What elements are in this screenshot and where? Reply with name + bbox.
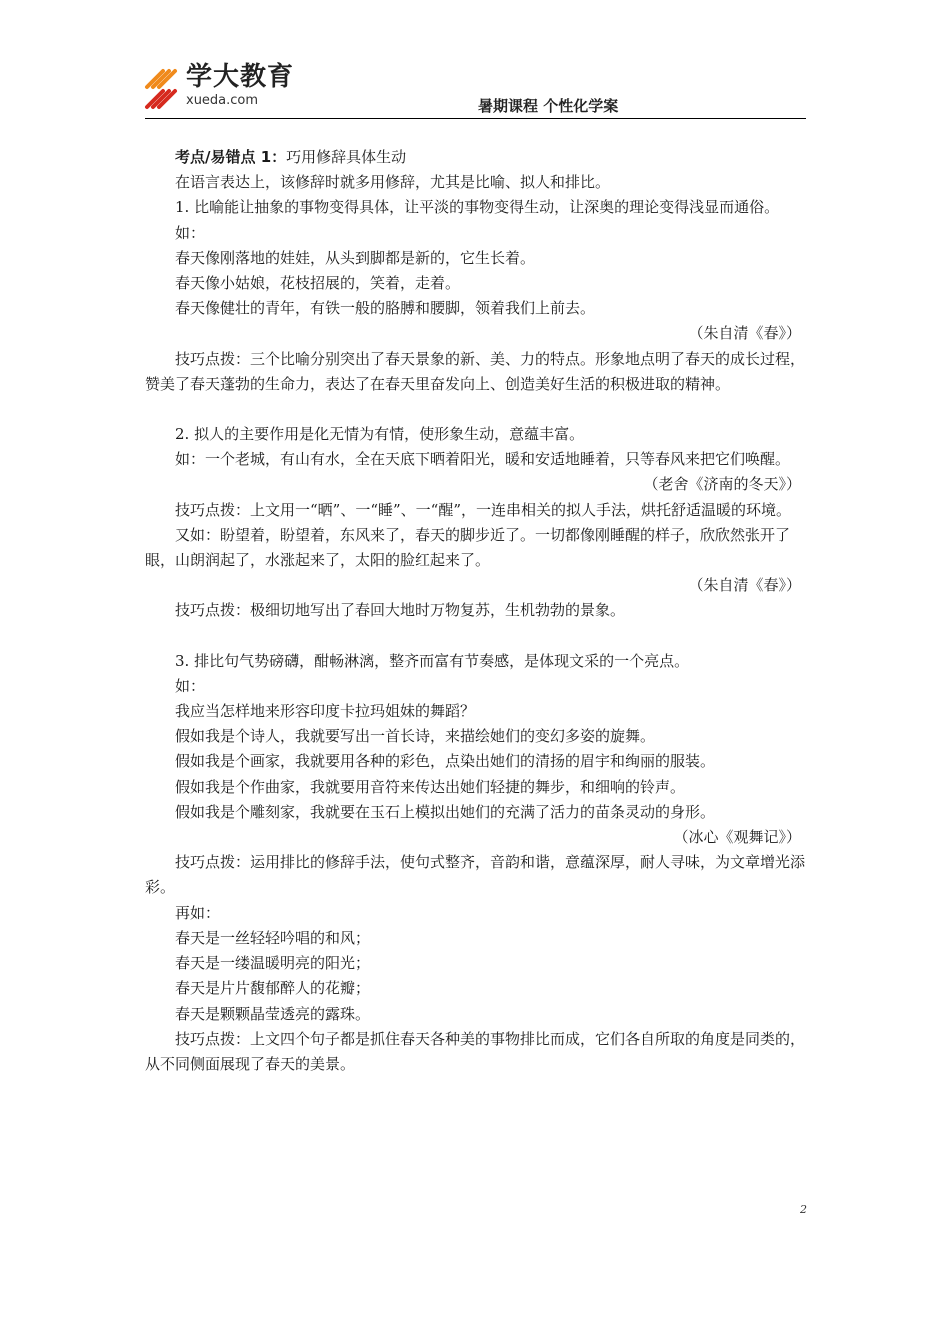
metaphor-point: 1. 比喻能让抽象的事物变得具体，让平淡的事物变得生动，让深奥的理论变得浅显而通俗。 [175, 198, 780, 217]
heading-text: 巧用修辞具体生动 [286, 148, 407, 166]
page-number: 2 [800, 1203, 807, 1216]
example-line: 假如我是个雕刻家，我就要在玉石上模拟出她们的充满了活力的苗条灵动的身形。 [175, 802, 716, 821]
tip-paragraph: 技巧点拨：运用排比的修辞手法，使句式整齐，音韵和谐，意蕴深厚，耐人寻味，为文章增光添彩。 [145, 853, 806, 897]
page-header [0, 0, 950, 125]
example-label: 如： [175, 223, 206, 242]
example-line: 春天是一缕温暖明亮的阳光； [175, 954, 371, 973]
source-citation: （老舍《济南的冬天》） [643, 475, 801, 494]
spacer [145, 397, 807, 422]
tip-paragraph: 技巧点拨：极细切地写出了春回大地时万物复苏，生机勃勃的景象。 [175, 601, 626, 620]
source-citation: （冰心《观舞记》） [673, 828, 801, 847]
header-divider [145, 118, 806, 119]
example-line: 假如我是个诗人，我就要写出一首长诗，来描绘她们的变幻多姿的旋舞。 [175, 727, 656, 746]
document-body [145, 145, 807, 1077]
course-title: 暑期课程 个性化学案 [478, 97, 619, 115]
example-line: 我应当怎样地来形容印度卡拉玛姐妹的舞蹈？ [175, 702, 476, 721]
tip-paragraph: 技巧点拨：上文四个句子都是抓住春天各种美的事物排比而成，它们各自所取的角度是同类的，从不同侧面展现了春天的美景。 [145, 1029, 806, 1073]
example-line: 春天是片片馥郁醉人的花瓣； [175, 979, 371, 998]
parallelism-point: 3. 排比句气势磅礴，酣畅淋漓，整齐而富有节奏感，是体现文采的一个亮点。 [175, 651, 690, 670]
example-label: 再如： [175, 903, 221, 922]
personification-point: 2. 拟人的主要作用是化无情为有情，使形象生动，意蕴丰富。 [175, 425, 585, 444]
example-line: 假如我是个画家，我就要用各种的彩色，点染出她们的清扬的眉宇和绚丽的服装。 [175, 752, 716, 771]
heading-label: 考点/易错点 1： [175, 148, 287, 166]
tip-paragraph: 技巧点拨：上文用一“晒”、一“睡”、一“醒”，一连串相关的拟人手法，烘托舒适温暖的环境。 [175, 500, 792, 519]
source-citation: （朱自清《春》） [688, 324, 801, 343]
example-line: 春天像小姑娘，花枝招展的，笑着，走着。 [175, 274, 461, 293]
source-citation: （朱自清《春》） [688, 576, 801, 595]
example-paragraph: 如：一个老城，有山有水，全在天底下晒着阳光，暖和安适地睡着，只等春风来把它们唤醒。 [175, 450, 791, 469]
example-line: 春天像健壮的青年，有铁一般的胳膊和腰脚，领着我们上前去。 [175, 299, 596, 318]
intro-paragraph: 在语言表达上，该修辞时就多用修辞，尤其是比喻、拟人和排比。 [175, 173, 611, 192]
example-line: 春天像刚落地的娃娃，从头到脚都是新的，它生长着。 [175, 248, 536, 267]
example-line: 假如我是个作曲家，我就要用音符来传达出她们轻捷的舞步，和细响的铃声。 [175, 777, 686, 796]
example-label: 如： [175, 676, 206, 695]
example-paragraph: 又如：盼望着，盼望着，东风来了，春天的脚步近了。一切都像刚睡醒的样子，欣欣然张开了眼，山朗润起了，水涨起来了，太阳的脸红起来了。 [145, 525, 791, 570]
logo-chinese-text: 学大教育 [186, 62, 295, 92]
tip-paragraph: 技巧点拨：三个比喻分别突出了春天景象的新、美、力的特点。形象地点明了春天的成长过程，赞美了春天蓬勃的生命力，表达了在春天里奋发向上、创造美好生活的积极进取的精神。 [145, 349, 806, 393]
spacer [145, 624, 807, 649]
example-line: 春天是一丝轻轻吟唱的和风； [175, 928, 371, 947]
logo-url-text: xueda.com [186, 93, 259, 108]
section-heading [145, 145, 807, 170]
example-line: 春天是颗颗晶莹透亮的露珠。 [175, 1004, 371, 1023]
xueda-logo-icon [143, 67, 181, 111]
